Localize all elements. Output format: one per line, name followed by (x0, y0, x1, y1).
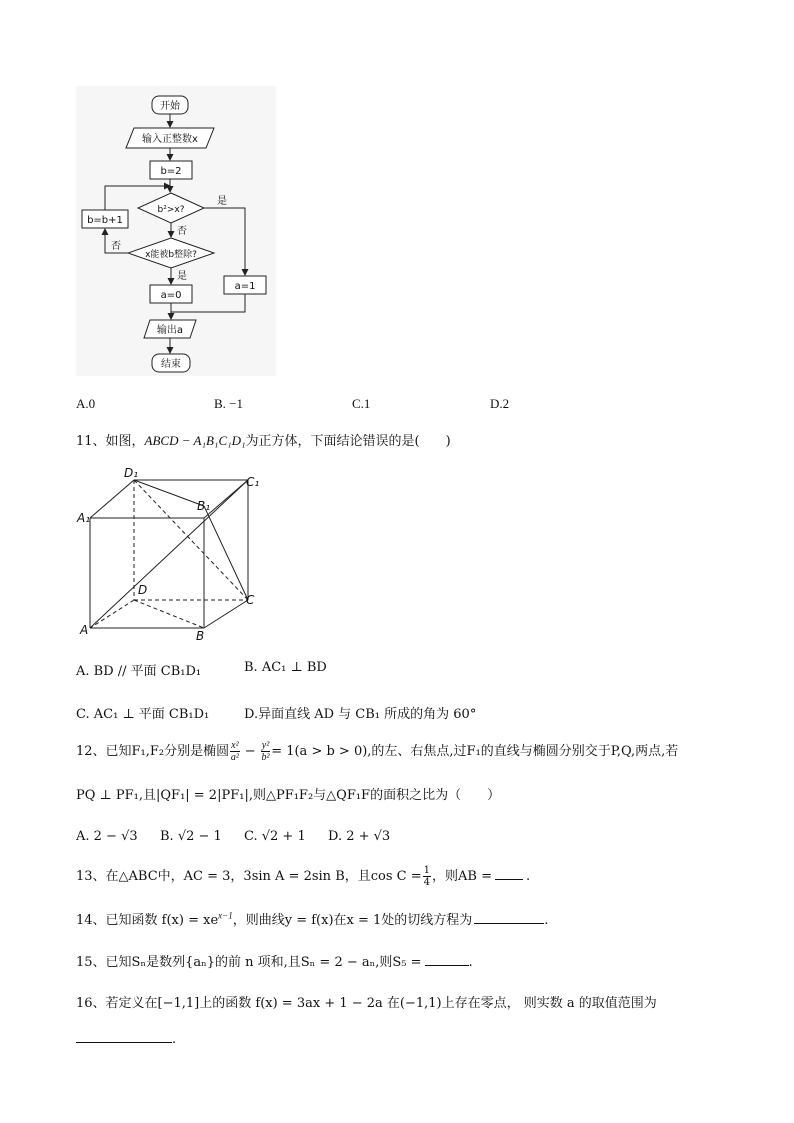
q16-answer-blank[interactable] (76, 1030, 172, 1043)
q12-frac-y-num: y² (261, 740, 270, 751)
q10-option-a: A.0 (76, 396, 96, 411)
q12-line2: PQ ⊥ PF₁,且|QF₁| = 2|PF₁|,则△PF₁F₂与△QF₁F的面积之比为（ ） (76, 788, 501, 803)
q13-prefix: 13、在△ABC中，AC = 3，3sin A = 2sin B，且cos C = (76, 869, 422, 884)
fc-no1-label: 否 (177, 226, 187, 237)
q12-frac-x (230, 740, 239, 763)
q11-option-a: A. BD // 平面 CB₁D₁ (76, 664, 202, 679)
fc-inc-label: b=b+1 (87, 215, 123, 226)
q13-frac-num: 1 (423, 865, 430, 876)
fc-yes2-label: 是 (177, 271, 187, 282)
q13-frac (423, 865, 431, 888)
q10-option-d: D.2 (490, 396, 510, 411)
cube-label-d: D (138, 583, 148, 597)
cube-label-b1: B₁ (197, 499, 211, 513)
cube-label-c: C (246, 593, 255, 607)
q11-stem (76, 430, 451, 449)
q15-end: . (468, 955, 473, 970)
fc-set0-label: a=0 (160, 290, 182, 301)
q14-line (76, 909, 548, 928)
q10-option-b: B. −1 (214, 396, 244, 411)
cube-label-a: A (80, 623, 89, 637)
fc-set1-label: a=1 (234, 281, 256, 292)
q13-answer-blank[interactable] (495, 867, 523, 880)
cube-figure (76, 466, 276, 648)
flowchart (76, 86, 276, 376)
q12-frac-y-den: b² (261, 752, 270, 763)
q11-stem-suffix: 为正方体，下面结论错误的是( ) (245, 434, 451, 449)
q16-end: . (172, 1032, 177, 1047)
q14-exponent: x−1 (218, 910, 233, 921)
q12-option-b: B. √2 − 1 (160, 829, 222, 844)
q13-suffix: ，则AB = (432, 869, 492, 884)
fc-yes1-label: 是 (217, 196, 227, 207)
q14-prefix: 14、已知函数 f(x) = xe (76, 913, 219, 928)
q16-answer-line (76, 1030, 176, 1047)
q13-end: . (525, 869, 531, 884)
q12-option-a: A. 2 − √3 (76, 829, 138, 844)
fc-input-label: 输入正整数x (142, 134, 198, 145)
cube-label-b: B (196, 629, 205, 643)
q14-answer-blank[interactable] (474, 911, 544, 924)
q15-line (76, 951, 473, 970)
q10-option-c: C.1 (352, 396, 371, 411)
q11-option-c: C. AC₁ ⊥ 平面 CB₁D₁ (76, 707, 210, 722)
q12-line1: 12、已知F₁,F₂分别是椭圆 $\frac{\text{x²}}{\text{a²}}$ − $\frac{\text{y²}}{\text{b²}}$ = 1(a > b > 0),的左、右焦点,过F₁的直线与椭圆分别交于P,Q,两点,若 (76, 740, 679, 763)
q12-prefix: 12、已知F₁,F₂分别是椭圆 (76, 744, 230, 759)
q15-answer-blank[interactable] (425, 953, 469, 966)
q15-prefix: 15、已知Sₙ是数列{aₙ}的前 n 项和,且Sₙ = 2 − aₙ,则S₅ = (76, 955, 422, 970)
q16-line: 16、若定义在[−1,1]上的函数 f(x) = 3ax + 1 − 2a 在(−1,1)上存在零点， 则实数 a 的取值范围为 (76, 996, 657, 1011)
q14-end: . (544, 913, 549, 928)
q12-frac-y (261, 740, 270, 763)
cube-label-a1: A₁ (77, 511, 91, 525)
fc-cond2-label: x能被b整除? (145, 250, 197, 260)
fc-output-label: 输出a (156, 325, 184, 336)
fc-start-label: 开始 (160, 101, 180, 112)
cube-label-d1: D₁ (124, 466, 139, 480)
q11-option-d: D.异面直线 AD 与 CB₁ 所成的角为 60° (244, 707, 477, 722)
fc-no2-label: 否 (111, 241, 121, 252)
q11-cube-name: ABCD − A₁B₁C₁D₁ (144, 433, 246, 448)
fc-cond1-label: b²>x? (157, 205, 185, 215)
q12-option-d: D. 2 + √3 (328, 829, 391, 844)
q12-option-c: C. √2 + 1 (244, 829, 306, 844)
q12-suffix: = 1(a > b > 0),的左、右焦点,过F₁的直线与椭圆分别交于P,Q,两点,若 (271, 744, 679, 759)
fc-end-label: 结束 (161, 359, 181, 370)
q13-line (76, 865, 530, 888)
q14-suffix: ，则曲线y = f(x)在x = 1处的切线方程为 (232, 913, 473, 928)
q12-frac-x-num: x² (231, 740, 239, 751)
q11-stem-prefix: 11、如图， (76, 434, 145, 449)
q11-option-b: B. AC₁ ⊥ BD (244, 660, 327, 675)
cube-label-c1: C₁ (246, 475, 260, 489)
fc-init-label: b=2 (160, 166, 182, 177)
q12-frac-x-den: a² (230, 752, 239, 763)
q13-frac-den: 4 (423, 877, 430, 888)
